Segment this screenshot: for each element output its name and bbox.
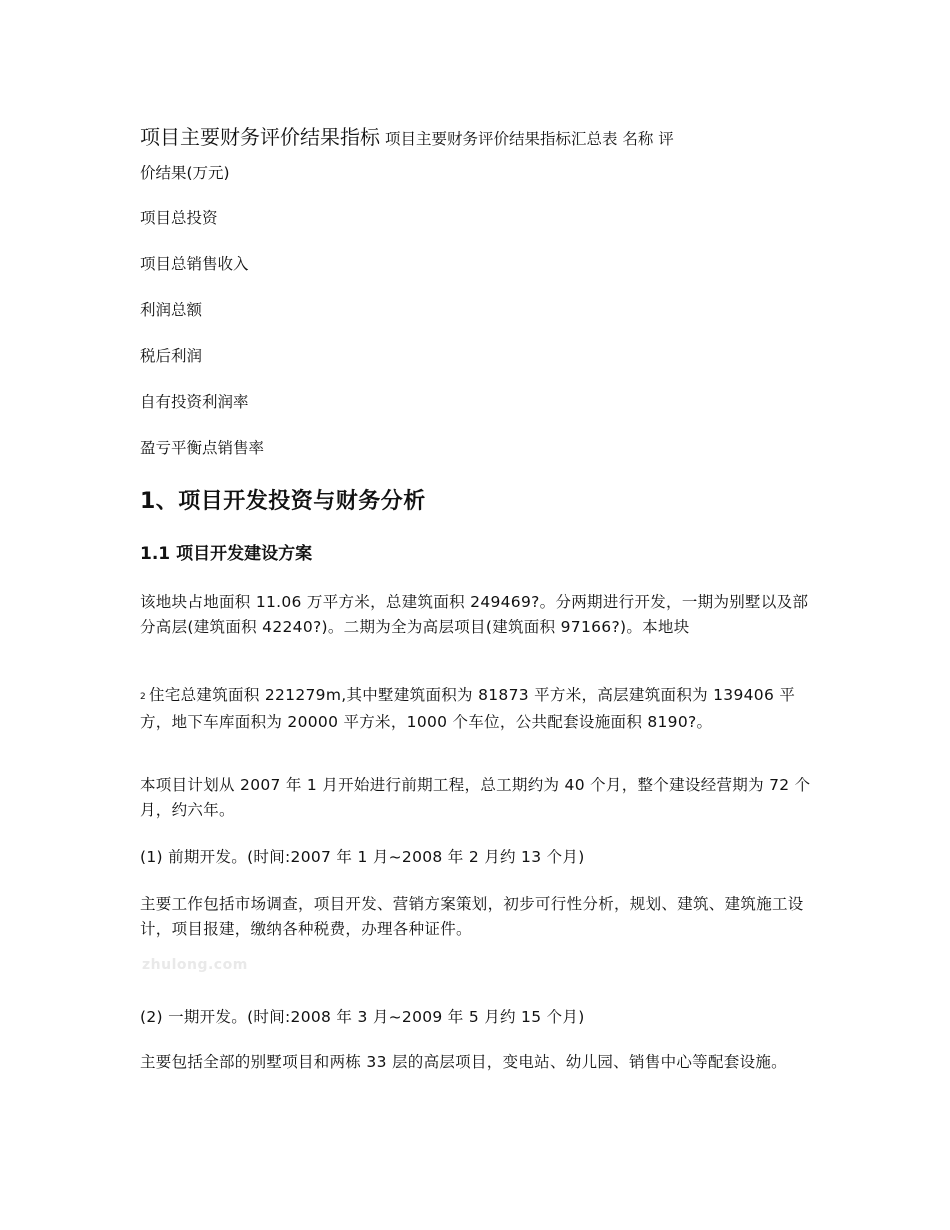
subsection-number: 1.1 <box>140 544 171 564</box>
indicator-own-investment-profit-rate: 自有投资利润率 <box>140 393 249 411</box>
title-subtitle: 项目主要财务评价结果指标汇总表 名称 评 <box>384 130 674 148</box>
title-continuation: 价结果(万元) <box>140 164 230 182</box>
phase-1-text: 主要工作包括市场调查，项目开发、营销方案策划，初步可行性分析，规划、建筑、建筑施工设计，项目报建，缴纳各种税费，办理各种证件。 <box>140 895 804 938</box>
title-line <box>140 121 820 155</box>
paragraph-schedule: 本项目计划从 2007 年 1 月开始进行前期工程，总工期约为 40 个月，整个建设经营期为 72 个月，约六年。 <box>140 776 811 819</box>
phase-1-heading: (1) 前期开发。(时间:2007 年 1 月~2008 年 2 月约 13 个月) <box>140 848 585 866</box>
subsection-title: 项目开发建设方案 <box>176 544 313 564</box>
indicator-break-even-sales-rate: 盈亏平衡点销售率 <box>140 439 265 457</box>
watermark: zhulong.com <box>142 957 248 973</box>
paragraph-residential-area-text: 住宅总建筑面积 221279m,其中墅建筑面积为 81873 平方米，高层建筑面积为 139406 平方，地下车库面积为 20000 平方米，1000 个车位，公共配套设施面积 8190?。 <box>140 686 796 731</box>
subsection-heading <box>140 541 820 567</box>
section-heading: 1、项目开发投资与财务分析 <box>140 489 426 514</box>
indicator-total-profit: 利润总额 <box>140 301 203 319</box>
indicator-after-tax-profit: 税后利润 <box>140 347 203 365</box>
indicator-total-investment: 项目总投资 <box>140 209 218 227</box>
paragraph-residential-area <box>140 683 820 735</box>
indicator-total-sales-revenue: 项目总销售收入 <box>140 255 249 273</box>
phase-2-text: 主要包括全部的别墅项目和两栋 33 层的高层项目，变电站、幼儿园、销售中心等配套设施。 <box>140 1053 787 1071</box>
phase-2-heading: (2) 一期开发。(时间:2008 年 3 月~2009 年 5 月约 15 个月) <box>140 1008 585 1026</box>
paragraph-site-area: 该地块占地面积 11.06 万平方米，总建筑面积 249469?。分两期进行开发，一期为别墅以及部分高层(建筑面积 42240?)。二期为全为高层项目(建筑面积 97166?)。本地块 <box>140 593 809 636</box>
superscript-prefix: 2 <box>140 692 147 702</box>
page-title: 项目主要财务评价结果指标 <box>140 125 380 149</box>
